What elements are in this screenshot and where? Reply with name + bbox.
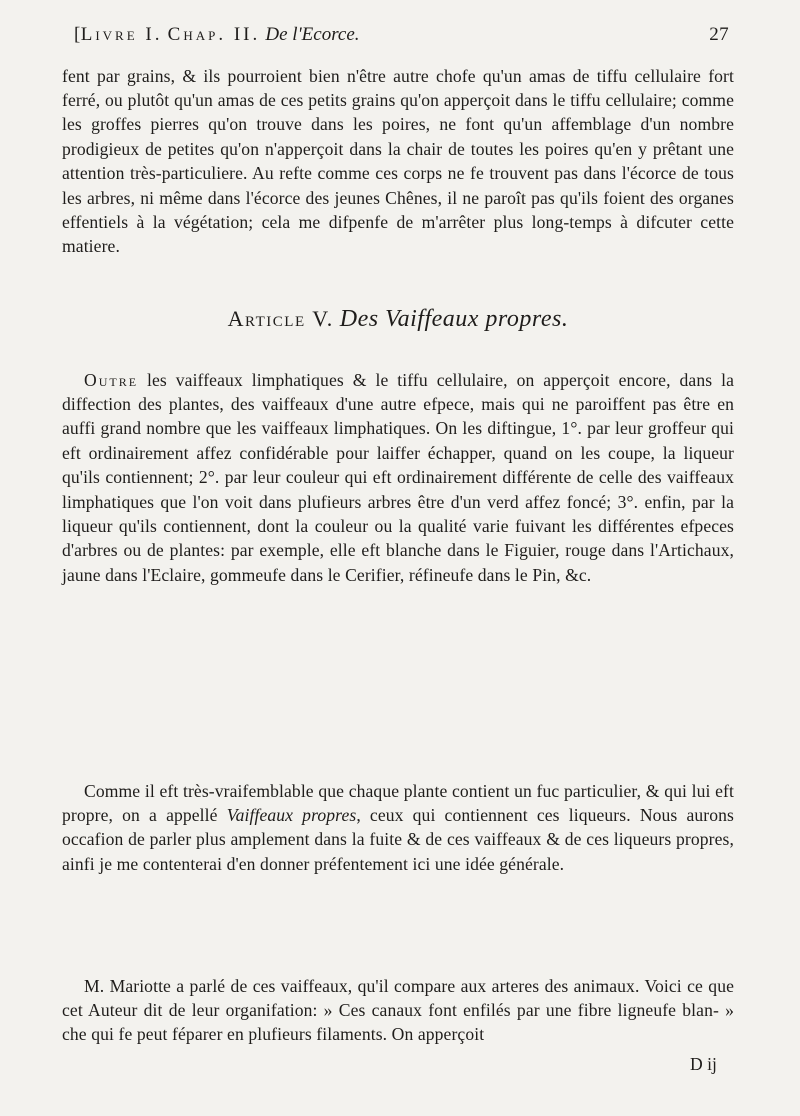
signature-mark: D ij: [690, 1054, 717, 1074]
paragraph-comme-start: Comme il eft très-vraifemblable que chaque plante contient un fuc particulier, & qui lui eft propre, on a appellé: [62, 780, 734, 825]
running-head-left: [Livre I. Chap. II. De l'Ecorce.: [74, 24, 360, 45]
article-heading: [62, 306, 734, 333]
vaisseaux-propres-term: Vaiffeaux propres: [226, 805, 357, 825]
chapter-label: Chap. II.: [167, 24, 261, 45]
page-number: 27: [709, 24, 729, 45]
article-title: Des Vaiffeaux propres.: [339, 306, 569, 332]
paragraph-outre-text: les vaiffeaux limphatiques & le tiffu cellulaire, on apperçoit encore, dans la diffection des plantes, des vaiffeaux d'une autre efpece, mais qui ne paroiffent pas être en auffi grand nombre que les vaiffeaux limphatiques. On les diftingue, 1°. par leur groffeur qui eft ordinairement affez confidérable pour laiffer échapper, quand on les coupe, la liqueur qu'ils contiennent; 2°. par leur couleur qui eft ordinairement différente de celle des vaiffeaux limphatiques que l'on voit dans plufieurs arbres être d'un verd affez foncé; 3°. enfin, par la liqueur qu'ils contiennent, dont la couleur ou la qualité varie fuivant les différentes efpeces d'arbres ou de plantes: par exemple, elle eft blanche dans le Figuier, rouge dans l'Artichaux, jaune dans l'Eclaire, gommeufe dans le Cerifier, réfineufe dans le Pin, &c.: [62, 369, 734, 585]
running-head: [74, 16, 729, 52]
article-number: Article V.: [227, 306, 334, 331]
book-label: Livre I.: [80, 24, 163, 45]
paragraph-outre: [62, 368, 734, 588]
paragraph-comme-end: , ceux qui contiennent ces liqueurs. Nous aurons occafion de parler plus amplement dans la fuite & de ces vaiffeaux & de ces liqueurs propres, ainfi je me contenterai d'en donner préfentement ici une idée générale.: [62, 805, 734, 874]
paragraph-mariotte: M. Mariotte a parlé de ces vaiffeaux, qu'il compare aux arteres des animaux. Voici ce que cet Auteur dit de leur organifation: » Ces canaux font enfilés par une fibre ligneufe blan- » che qui fe peut féparer en plufieurs filaments. On apperçoit: [62, 975, 734, 1045]
paragraph-continuation: fent par grains, & ils pourroient bien n'être autre chofe qu'un amas de tiffu cellulaire fort ferré, ou plutôt qu'un amas de ces petits grains qu'on apperçoit dans le tiffu cellulaire; comme les groffes pierres qu'on trouve dans les poires, ne font qu'un affemblage d'un nombre prodigieux de petites qu'on n'apperçoit dans la chair de toutes les poires qu'en y prêtant une attention très-particuliere. Au refte comme ces corps ne fe trouvent pas dans l'écorce de tous les arbres, ni même dans l'écorce des jeunes Chênes, il ne paroît pas qu'ils foient des organes effentiels à la végétation; cela me difpenfe de m'arrêter plus long-temps à difcuter cette matiere.: [62, 65, 734, 257]
running-title: De l'Ecorce.: [265, 24, 360, 45]
first-word: Outre: [84, 369, 139, 390]
paragraph-comme: [62, 779, 734, 877]
